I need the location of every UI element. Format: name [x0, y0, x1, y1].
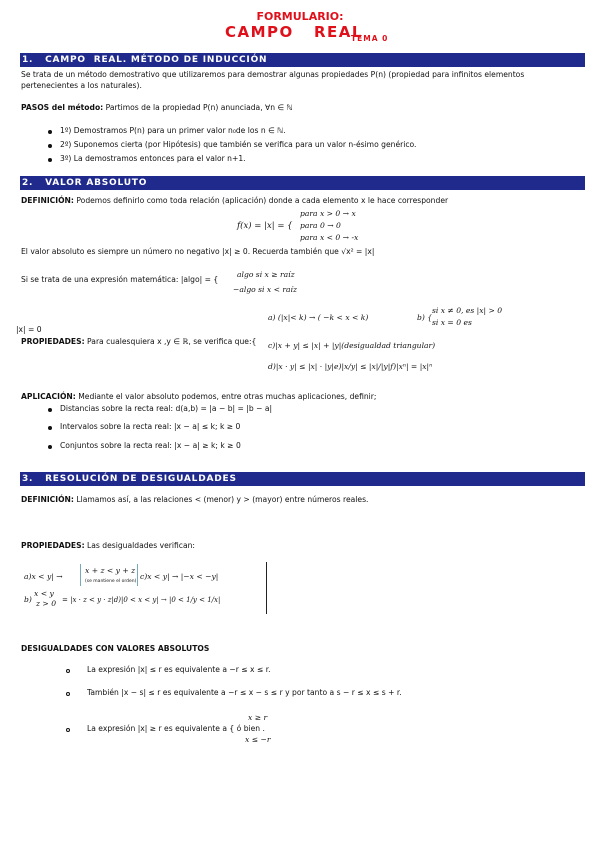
- ineq-a: a)x < y| →: [24, 572, 63, 581]
- step-item: 1º) Demostramos P(n) para un primer valor n₀de los n ∈ ℕ.: [60, 126, 286, 135]
- ineq-c: c)x < y| → |−x < −y|: [140, 572, 219, 581]
- application-item: Distancias sobre la recta real: d(a,b) = |a − b| = |b − a|: [60, 404, 273, 413]
- property-b-label: b) {: [417, 313, 433, 322]
- tema-label: TEMA 0: [351, 34, 389, 43]
- property-c: c)|x + y| ≤ |x| + |y|(desigualdad triangular): [268, 341, 436, 350]
- intro-text: Se trata de un método demostrativo que utilizaremos para demostrar algunas propiedades P(n) (propiedad para infinitos elementos: [21, 70, 525, 79]
- properties-text: Las desigualdades verifican:: [87, 541, 195, 550]
- ineq-a-note: (se mantiene el orden): [85, 579, 137, 584]
- application-line: [21, 392, 376, 402]
- piecewise-case-3: para x < 0 → -x: [300, 233, 359, 242]
- abs-zero: |x| = 0: [16, 325, 42, 334]
- ineq-b: b): [24, 595, 32, 604]
- bullet-icon: [48, 144, 52, 148]
- inequality-properties-figure: [22, 562, 268, 614]
- property-d: d)|x · y| ≤ |x| · |y|e)|x/y| ≤ |x|/|y|f)|xⁿ| = |x|ⁿ: [268, 362, 433, 371]
- step-item: 2º) Suponemos cierta (por Hipótesis) que también se verifica para un valor n-ésimo genérico.: [60, 140, 417, 149]
- definition-label: DEFINICIÓN:: [21, 196, 74, 205]
- definition-text: Llamamos así, a las relaciones < (menor) y > (mayor) entre números reales.: [76, 495, 369, 504]
- bullet-icon: [48, 408, 52, 412]
- expression-text: Si se trata de una expresión matemática: |algo| = {: [21, 275, 219, 284]
- steps-label: PASOS del método:: [21, 103, 104, 112]
- properties-label: PROPIEDADES:: [21, 337, 85, 346]
- bullet-icon: [48, 158, 52, 162]
- definition-line: [21, 196, 448, 206]
- ineq-b-frac: x < y: [34, 589, 54, 598]
- application-text: Mediante el valor absoluto podemos, entre otras muchas aplicaciones, definir;: [78, 392, 377, 401]
- circle-bullet-icon: [66, 692, 70, 696]
- application-label: APLICACIÓN:: [21, 392, 76, 401]
- intro-text-2: pertenecientes a los naturales).: [21, 81, 142, 90]
- step-item: 3º) La demostramos entonces para el valor n+1.: [60, 154, 246, 163]
- nonnegative-note: El valor absoluto es siempre un número no negativo |x| ≥ 0. Recuerda también que √x² = |x|: [21, 247, 375, 256]
- bullet-icon: [48, 130, 52, 134]
- properties-label: PROPIEDADES:: [21, 541, 85, 550]
- properties-text: Para cualesquiera x ,y ∈ ℝ, se verifica que:{: [87, 337, 257, 346]
- figure-right-border: [266, 562, 267, 614]
- circle-bullet-icon: [66, 669, 70, 673]
- properties-line: [21, 337, 256, 347]
- piecewise-case-1: para x > 0 → x: [300, 209, 356, 218]
- section-heading-desigualdades: 3. RESOLUCIÓN DE DESIGUALDADES: [20, 472, 585, 486]
- ineq-a-box: [80, 564, 138, 586]
- expression-case-1: algo si x ≥ raíz: [237, 270, 295, 279]
- section-heading-induccion: 1. CAMPO REAL. MÉTODO DE INDUCCIÓN: [20, 53, 585, 67]
- definition-text: Podemos definirlo como toda relación (aplicación) donde a cada elemento x le hace corresponder: [76, 196, 449, 205]
- abs-inequality-item: La expresión |x| ≤ r es equivalente a −r ≤ x ≤ r.: [87, 665, 271, 674]
- property-b-case-1: si x ≠ 0, es |x| > 0: [432, 306, 503, 315]
- ineq-a-rhs: x + z < y + z: [85, 566, 136, 575]
- section-heading-valor-absoluto: 2. VALOR ABSOLUTO: [20, 176, 585, 190]
- abs-inequalities-title: DESIGUALDADES CON VALORES ABSOLUTOS: [21, 644, 210, 653]
- document-title: FORMULARIO:: [256, 10, 344, 23]
- application-item: Conjuntos sobre la recta real: |x − a| ≥ k; k ≥ 0: [60, 441, 241, 450]
- property-b-case-2: si x = 0 es: [432, 318, 472, 327]
- abs-inequality-item: La expresión |x| ≥ r es equivalente a { ó bien .: [87, 724, 265, 733]
- abs-case-bottom: x ≤ −r: [245, 735, 271, 744]
- abs-inequality-item: También |x − s| ≤ r es equivalente a −r ≤ x − s ≤ r y por tanto a s − r ≤ x ≤ s + r.: [87, 688, 402, 697]
- steps-text: Partimos de la propiedad P(n) anunciada, ∀n ∈ ℕ: [105, 103, 293, 112]
- property-a: a) (|x|< k) → ( −k < x < k): [268, 313, 369, 322]
- circle-bullet-icon: [66, 728, 70, 732]
- piecewise-case-2: para 0 → 0: [300, 221, 341, 230]
- bullet-icon: [48, 445, 52, 449]
- application-item: Intervalos sobre la recta real: |x − a| ≤ k; k ≥ 0: [60, 422, 241, 431]
- piecewise-lhs: f(x) = |x| = {: [237, 221, 293, 231]
- abs-case-top: x ≥ r: [248, 713, 268, 722]
- ineq-b-rest: = |x · z < y · z|d)|0 < x < y| → |0 < 1/y < 1/x|: [62, 596, 221, 604]
- expression-case-2: −algo si x < raíz: [233, 285, 297, 294]
- properties-line-3: [21, 541, 195, 551]
- steps-intro: [21, 103, 293, 113]
- definition-line-3: [21, 495, 368, 505]
- definition-label: DEFINICIÓN:: [21, 495, 74, 504]
- ineq-b-cond: z > 0: [36, 599, 57, 608]
- bullet-icon: [48, 426, 52, 430]
- document-subtitle: CAMPO REAL: [225, 23, 363, 41]
